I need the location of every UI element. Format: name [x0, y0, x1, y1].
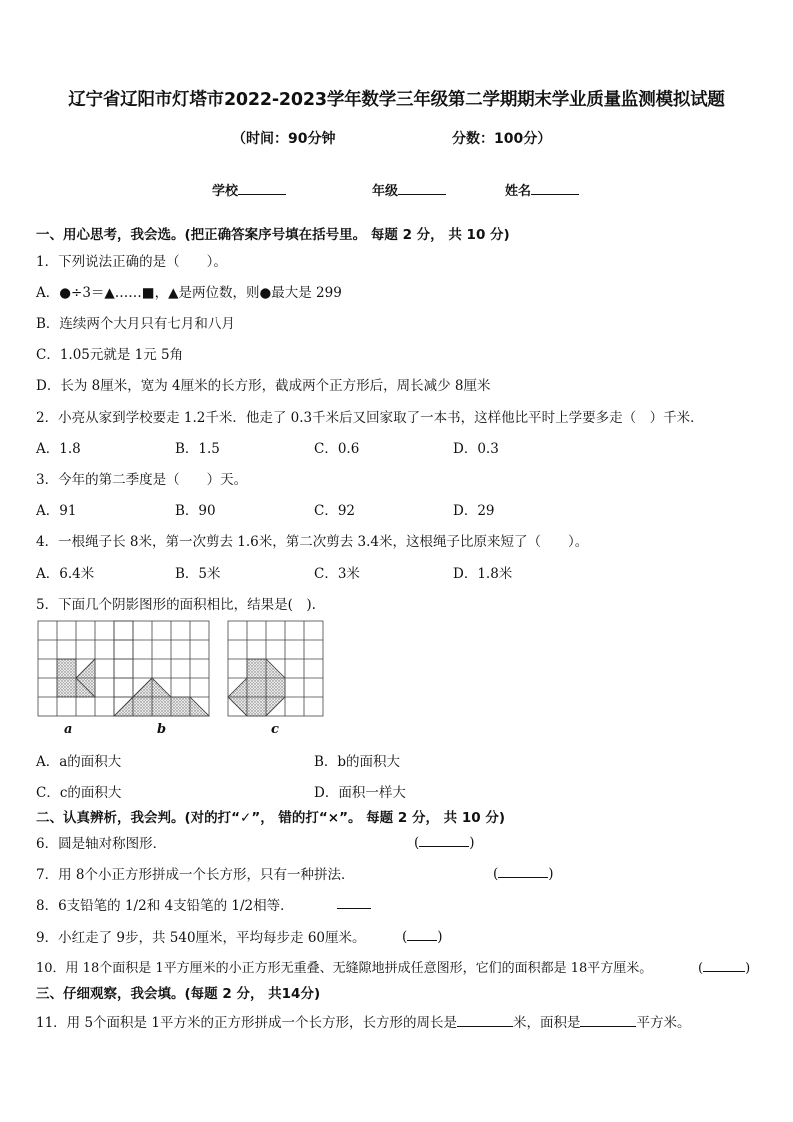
name-label: 姓名 — [505, 184, 532, 199]
question-3-option-d[interactable]: D．29 — [453, 503, 495, 519]
question-3-option-a[interactable]: A．91 — [36, 503, 77, 519]
question-3: 3．今年的第二季度是（ ）天。 — [36, 472, 248, 488]
question-2-option-d[interactable]: D．0.3 — [453, 441, 499, 457]
question-1-option-d[interactable]: D．长为 8厘米，宽为 4厘米的长方形，截成两个正方形后，周长减少 8厘米 — [36, 378, 491, 394]
question-11-text-part3: 平方米。 — [636, 1015, 691, 1031]
figure-c-grid — [227, 620, 325, 718]
question-4-option-d[interactable]: D．1.8米 — [453, 566, 513, 582]
question-5-option-a[interactable]: A．a的面积大 — [36, 754, 122, 770]
question-3-option-c[interactable]: C．92 — [314, 503, 356, 519]
question-10: 10．用 18个面积是 1平方厘米的小正方形无重叠、无缝隙地拼成任意图形，它们的面积都是 18平方厘米。 — [36, 961, 653, 976]
question-11-text-part2: 米，面积是 — [512, 1015, 581, 1031]
grade-field — [372, 180, 446, 199]
question-9: 9．小红走了 9步，共 540厘米，平均每步走 60厘米。 — [36, 930, 366, 946]
exam-score: 分数：100分） — [452, 131, 552, 147]
question-2-option-b[interactable]: B．1.5 — [175, 441, 220, 457]
question-7: 7．用 8个小正方形拼成一个长方形，只有一种拼法． — [36, 867, 355, 883]
figure-a-label: a — [64, 722, 73, 737]
school-blank[interactable] — [238, 180, 286, 195]
question-1: 1．下列说法正确的是（ ）。 — [36, 254, 227, 270]
question-5-option-d[interactable]: D．面积一样大 — [314, 785, 406, 801]
question-1-option-a[interactable]: A．●÷3＝▲……■，▲是两位数，则●最大是 299 — [36, 285, 342, 301]
question-3-option-b[interactable]: B．90 — [175, 503, 216, 519]
question-4-option-c[interactable]: C．3米 — [314, 566, 360, 582]
exam-time: （时间：90分钟 — [232, 131, 336, 147]
question-6-answer-blank[interactable]: ( ) — [414, 832, 475, 851]
grade-label: 年级 — [372, 184, 399, 199]
question-1-option-c[interactable]: C．1.05元就是 1元 5角 — [36, 347, 184, 363]
name-blank[interactable] — [531, 180, 579, 195]
figure-c-label: c — [271, 722, 279, 737]
page-title: 辽宁省辽阳市灯塔市2022-2023学年数学三年级第二学期期末学业质量监测模拟试题 — [68, 90, 725, 110]
section-1-heading: 一、用心思考，我会选。(把正确答案序号填在括号里。 每题 2 分， 共 10 分) — [36, 227, 510, 243]
name-field — [505, 180, 579, 199]
question-5-option-b[interactable]: B．b的面积大 — [314, 754, 401, 770]
question-2-option-c[interactable]: C．0.6 — [314, 441, 360, 457]
figure-b-label: b — [157, 722, 167, 737]
grade-blank[interactable] — [398, 180, 446, 195]
question-8-answer-blank[interactable] — [337, 894, 371, 913]
section-2-heading: 二、认真辨析，我会判。(对的打“✓”， 错的打“×”。 每题 2 分， 共 10 分) — [36, 810, 506, 826]
figure-b-grid — [113, 620, 211, 718]
question-7-answer-blank[interactable]: ( ) — [493, 863, 554, 882]
question-2: 2．小亮从家到学校要走 1.2千米．他走了 0.3千米后又回家取了一本书，这样他比平时上学要多走（ ）千米． — [36, 410, 704, 426]
section-3-heading: 三、仔细观察，我会填。(每题 2 分， 共14分) — [36, 986, 321, 1002]
question-1-option-b[interactable]: B．连续两个大月只有七月和八月 — [36, 316, 235, 332]
school-field — [212, 180, 286, 199]
question-9-answer-blank[interactable]: ( ) — [402, 926, 443, 945]
question-4-option-b[interactable]: B．5米 — [175, 566, 221, 582]
question-8: 8．6支铅笔的 1/2和 4支铅笔的 1/2相等． — [36, 898, 294, 914]
question-11 — [36, 1011, 690, 1031]
question-2-option-a[interactable]: A．1.8 — [36, 441, 81, 457]
question-4: 4．一根绳子长 8米，第一次剪去 1.6米，第二次剪去 3.4米，这根绳子比原来短了（ ）。 — [36, 534, 589, 550]
area-blank[interactable] — [580, 1012, 636, 1027]
question-4-option-a[interactable]: A．6.4米 — [36, 566, 95, 582]
question-5-option-c[interactable]: C．c的面积大 — [36, 785, 122, 801]
question-10-answer-blank[interactable]: ( ) — [698, 957, 750, 976]
question-6: 6．圆是轴对称图形． — [36, 836, 167, 852]
school-label: 学校 — [212, 184, 239, 199]
perimeter-blank[interactable] — [457, 1012, 513, 1027]
question-5: 5．下面几个阴影图形的面积相比，结果是( ). — [36, 597, 316, 613]
question-11-text-part1: 11．用 5个面积是 1平方米的正方形拼成一个长方形，长方形的周长是 — [36, 1015, 457, 1031]
